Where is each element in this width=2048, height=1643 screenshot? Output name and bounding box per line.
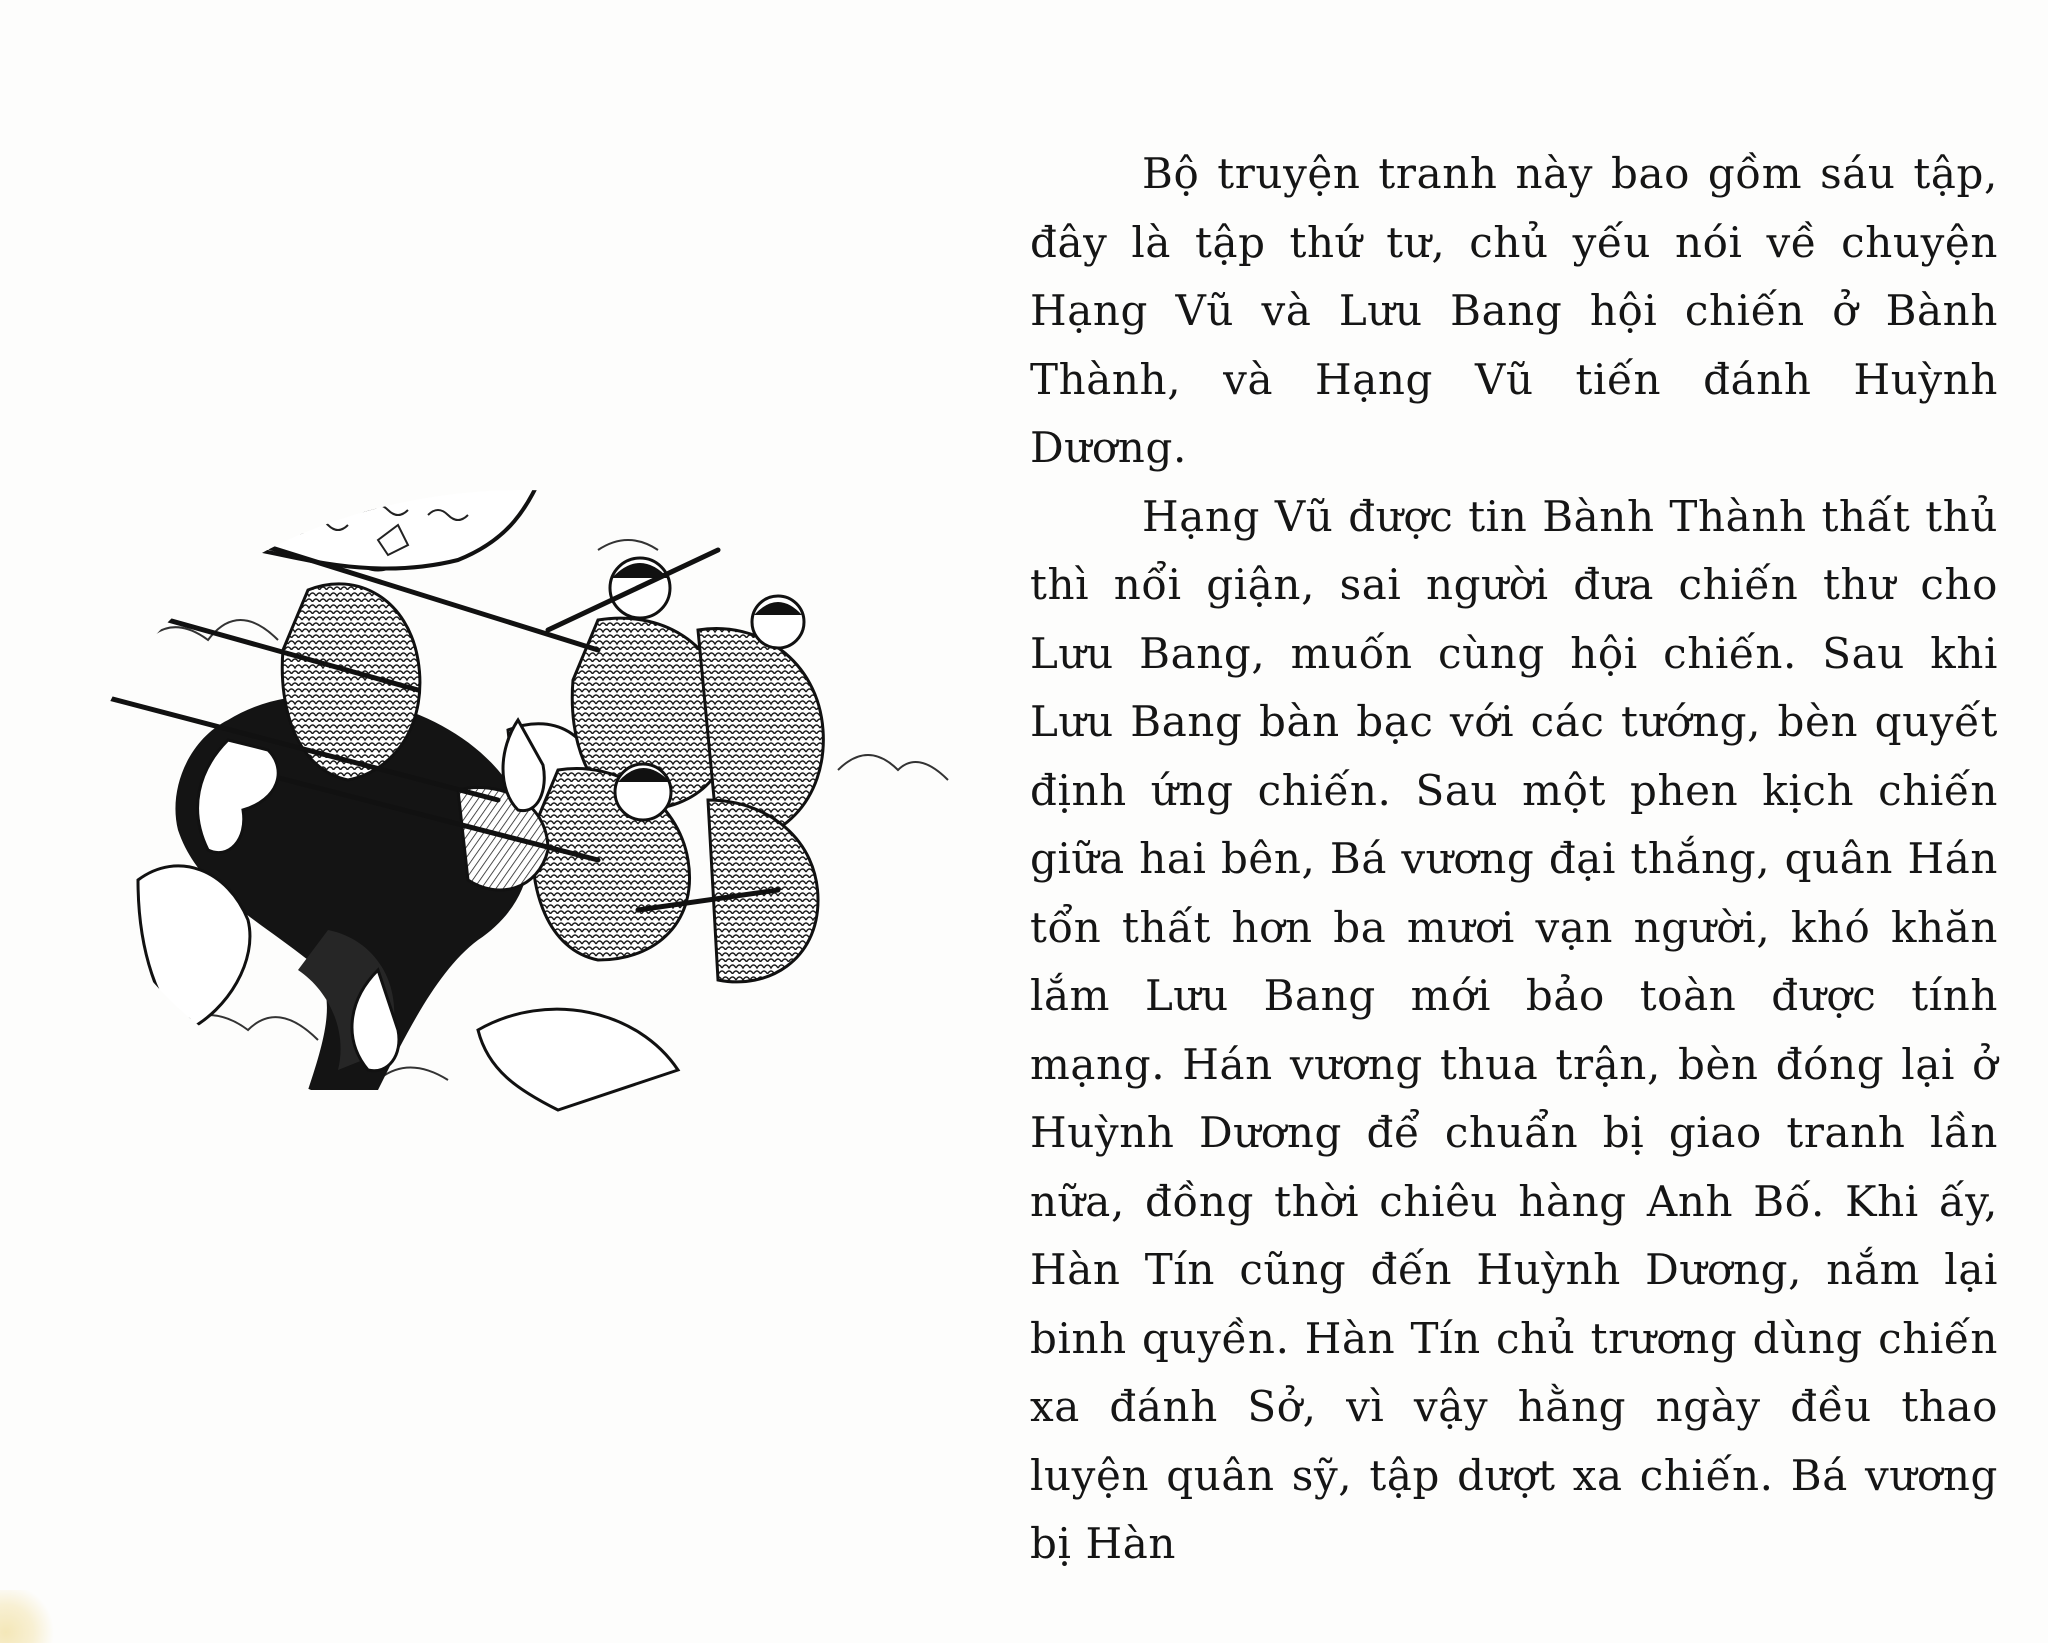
- paragraph-2: Hạng Vũ được tin Bành Thành thất thủ thì nổi giận, sai người đưa chiến thư cho Lưu Bang, muốn cùng hội chiến. Sau khi Lưu Bang bàn bạc với các tướng, bèn quyết định ứng chiến. Sau một phen kịch chiến giữa hai bên, Bá vương đại thắng, quân Hán tổn thất hơn ba mươi vạn người, khó khăn lắm Lưu Bang mới bảo toàn được tính mạng. Hán vương thua trận, bèn đóng lại ở Huỳnh Dương để chuẩn bị giao tranh lần nữa, đồng thời chiêu hàng Anh Bố. Khi ấy, Hàn Tín cũng đến Huỳnh Dương, nắm lại binh quyền. Hàn Tín chủ trương dùng chiến xa đánh Sở, vì vậy hằng ngày đều thao luyện quân sỹ, tập dượt xa chiến. Bá vương bị Hàn: [1030, 491, 1998, 1568]
- battle-scene-illustration-icon: [78, 470, 970, 1130]
- paragraph-1: Bộ truyện tranh này bao gồm sáu tập, đây là tập thứ tư, chủ yếu nói về chuyện Hạng Vũ và Lưu Bang hội chiến ở Bành Thành, và Hạng Vũ tiến đánh Huỳnh Dương.: [1030, 149, 1998, 472]
- battle-illustration: [78, 470, 970, 1130]
- page-corner-stain: [0, 1590, 60, 1643]
- introduction-text: [1030, 140, 1998, 1579]
